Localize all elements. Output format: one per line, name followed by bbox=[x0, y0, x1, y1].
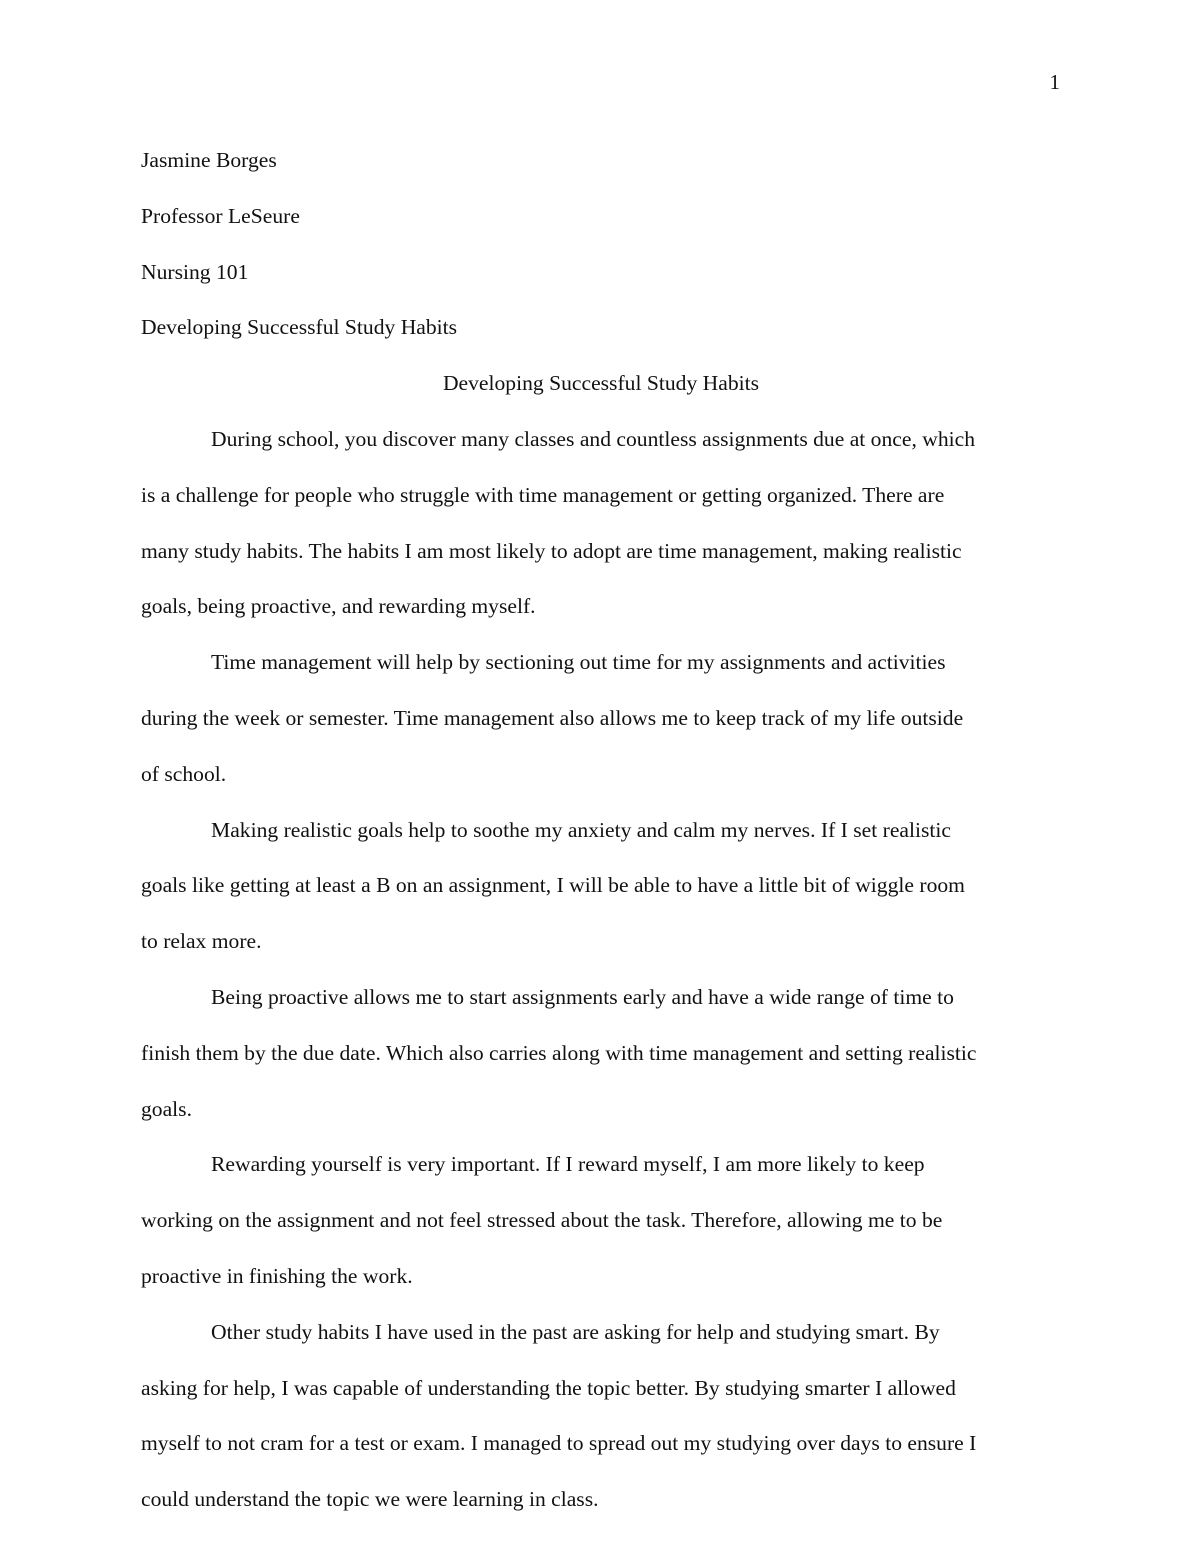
paragraph-6 bbox=[141, 1305, 1061, 1528]
paragraph-2 bbox=[141, 635, 1061, 802]
paragraph-line: many study habits. The habits I am most likely to adopt are time management, making realistic bbox=[141, 538, 962, 563]
paragraph-line: Rewarding yourself is very important. If I reward myself, I am more likely to keep bbox=[211, 1152, 925, 1177]
paragraph-line: During school, you discover many classes and countless assignments due at once, which bbox=[211, 426, 976, 451]
paragraph-line: Making realistic goals help to soothe my anxiety and calm my nerves. If I set realistic bbox=[211, 817, 951, 842]
page-number: 1 bbox=[1049, 70, 1060, 94]
paragraph-line: is a challenge for people who struggle with time management or getting organized. There are bbox=[141, 482, 945, 507]
paragraph-line: of school. bbox=[141, 761, 227, 786]
paragraph-line: finish them by the due date. Which also carries along with time management and setting realistic bbox=[141, 1040, 977, 1065]
essay-title: Developing Successful Study Habits bbox=[442, 371, 760, 396]
paragraph-line: could understand the topic we were learning in class. bbox=[141, 1487, 599, 1512]
student-name: Jasmine Borges bbox=[141, 148, 277, 172]
paragraph-4 bbox=[141, 970, 1061, 1137]
paragraph-line: to relax more. bbox=[141, 929, 262, 954]
paragraph-line: asking for help, I was capable of understanding the topic better. By studying smarter I allowed bbox=[141, 1375, 956, 1400]
document-body bbox=[141, 133, 1061, 1528]
professor-name: Professor LeSeure bbox=[141, 203, 300, 228]
course-name: Nursing 101 bbox=[141, 259, 249, 284]
paragraph-line: during the week or semester. Time management also allows me to keep track of my life outside bbox=[141, 705, 964, 730]
paragraph-5 bbox=[141, 1137, 1061, 1304]
paragraph-line: myself to not cram for a test or exam. I managed to spread out my studying over days to ensure I bbox=[141, 1431, 977, 1456]
paragraph-line: Being proactive allows me to start assignments early and have a wide range of time to bbox=[211, 984, 954, 1009]
paragraph-line: proactive in finishing the work. bbox=[141, 1263, 413, 1288]
paragraph-line: goals. bbox=[141, 1096, 192, 1121]
paragraph-line: working on the assignment and not feel stressed about the task. Therefore, allowing me to be bbox=[141, 1208, 943, 1233]
paragraph-line: Time management will help by sectioning out time for my assignments and activities bbox=[211, 650, 946, 675]
paragraph-3 bbox=[141, 803, 1061, 970]
paragraph-line: goals like getting at least a B on an assignment, I will be able to have a little bit of wiggle room bbox=[141, 873, 965, 898]
paragraph-line: Other study habits I have used in the past are asking for help and studying smart. By bbox=[211, 1319, 940, 1344]
paragraph-line: goals, being proactive, and rewarding myself. bbox=[141, 594, 536, 619]
paragraph-1 bbox=[141, 412, 1061, 635]
header-topic-line: Developing Successful Study Habits bbox=[141, 315, 458, 340]
